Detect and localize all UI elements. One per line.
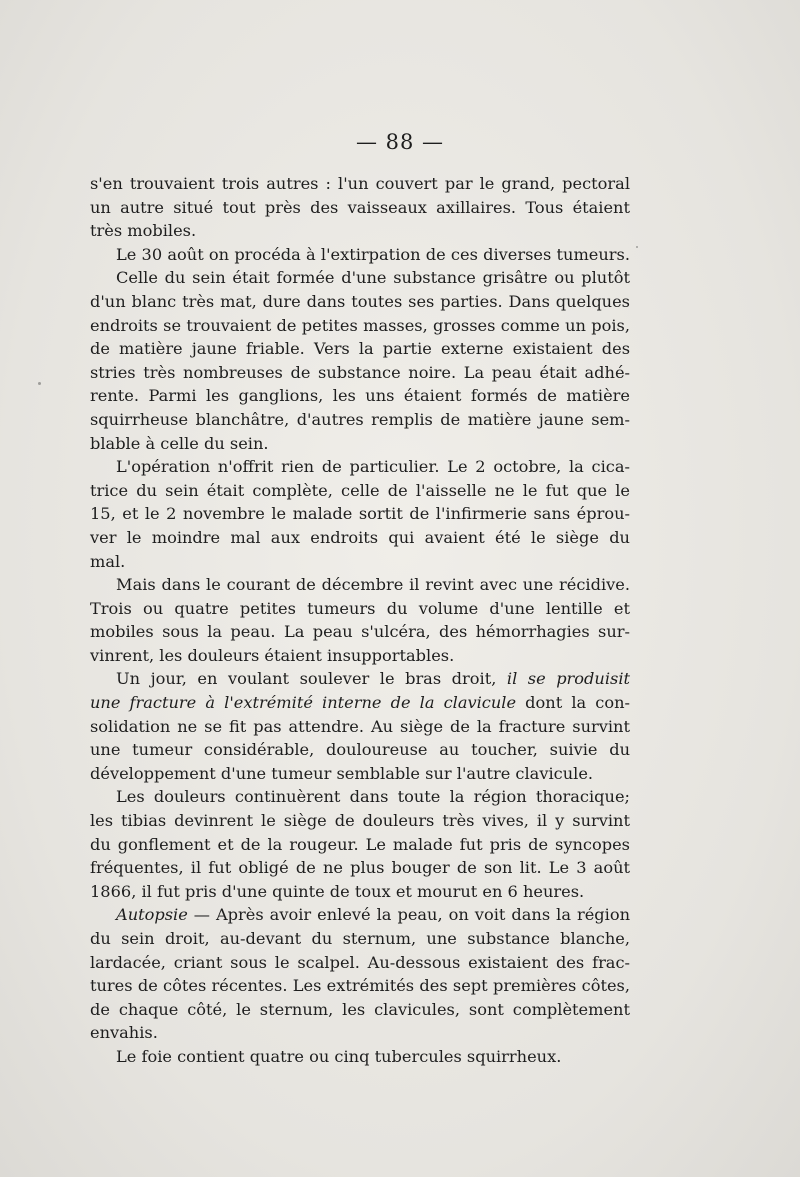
paper-speck: [636, 246, 638, 248]
text-line: développement d'une tumeur semblable sur l'autre clavicule.: [90, 763, 594, 783]
text-line: ver le moindre mal aux endroits qui avaient été le siège du: [90, 527, 630, 547]
text-line: une fracture à l'extrémité interne de la clavicule dont la con-: [90, 693, 630, 713]
text-line: Mais dans le courant de décembre il revint avec une récidive.: [116, 575, 630, 595]
text-line: Celle du sein était formée d'une substance grisâtre ou plutôt: [116, 268, 630, 288]
text-line: les tibias devinrent le siège de douleurs très vives, il y survint: [90, 811, 630, 831]
page-number: — 88 —: [355, 130, 445, 154]
text-line: Le foie contient quatre ou cinq tubercules squirrheux.: [116, 1046, 562, 1066]
text-line: d'un blanc très mat, dure dans toutes ses parties. Dans quelques: [90, 291, 630, 311]
text-line: trice du sein était complète, celle de l'aisselle ne le fut que le: [90, 480, 630, 500]
text-line: blable à celle du sein.: [90, 433, 269, 453]
text-line: de matière jaune friable. Vers la partie externe existaient des: [90, 339, 630, 359]
text-line: Le 30 août on procéda à l'extirpation de ces diverses tumeurs.: [116, 244, 630, 264]
paper-speck: [38, 382, 41, 385]
body-text: [90, 172, 630, 1069]
text-line: L'opération n'offrit rien de particulier. Le 2 octobre, la cica-: [116, 457, 630, 477]
text-line: Trois ou quatre petites tumeurs du volume d'une lentille et: [90, 598, 630, 618]
text-line: lardacée, criant sous le scalpel. Au-dessous existaient des frac-: [90, 952, 630, 972]
text-line: mal.: [90, 551, 126, 571]
text-line: 1866, il fut pris d'une quinte de toux et mourut en 6 heures.: [90, 881, 585, 901]
text-line: Autopsie — Après avoir enlevé la peau, on voit dans la région: [116, 905, 630, 925]
text-line: très mobiles.: [90, 221, 197, 241]
text-line: s'en trouvaient trois autres : l'un couvert par le grand, pectoral: [90, 174, 630, 193]
text-line: mobiles sous la peau. La peau s'ulcéra, des hémorrhagies sur-: [90, 622, 630, 642]
text-line: tures de côtes récentes. Les extrémités des sept premières côtes,: [90, 976, 630, 996]
text-line: du gonflement et de la rougeur. Le malade fut pris de syncopes: [90, 834, 630, 854]
text-line: fréquentes, il fut obligé de ne plus bouger de son lit. Le 3 août: [90, 858, 630, 878]
text-line: endroits se trouvaient de petites masses, grosses comme un pois,: [90, 315, 630, 335]
text-line: solidation ne se fit pas attendre. Au siège de la fracture survint: [90, 716, 630, 736]
text-line: une tumeur considérable, douloureuse au toucher, suivie du: [90, 740, 630, 760]
text-line: du sein droit, au-devant du sternum, une substance blanche,: [90, 929, 630, 948]
text-line: squirrheuse blanchâtre, d'autres remplis de matière jaune sem-: [90, 409, 630, 429]
text-line: rente. Parmi les ganglions, les uns étaient formés de matière: [90, 386, 630, 406]
text-line: de chaque côté, le sternum, les clavicules, sont complètement: [90, 999, 630, 1019]
text-line: Un jour, en voulant soulever le bras droit, il se produisit: [116, 669, 630, 689]
text-line: envahis.: [90, 1023, 158, 1043]
text-line: un autre situé tout près des vaisseaux axillaires. Tous étaient: [90, 197, 630, 217]
text-line: 15, et le 2 novembre le malade sortit de l'infirmerie sans éprou-: [90, 504, 630, 524]
text-line: stries très nombreuses de substance noire. La peau était adhé-: [90, 362, 630, 382]
text-line: vinrent, les douleurs étaient insupportables.: [90, 645, 455, 665]
text-line: Les douleurs continuèrent dans toute la région thoracique;: [116, 787, 630, 807]
